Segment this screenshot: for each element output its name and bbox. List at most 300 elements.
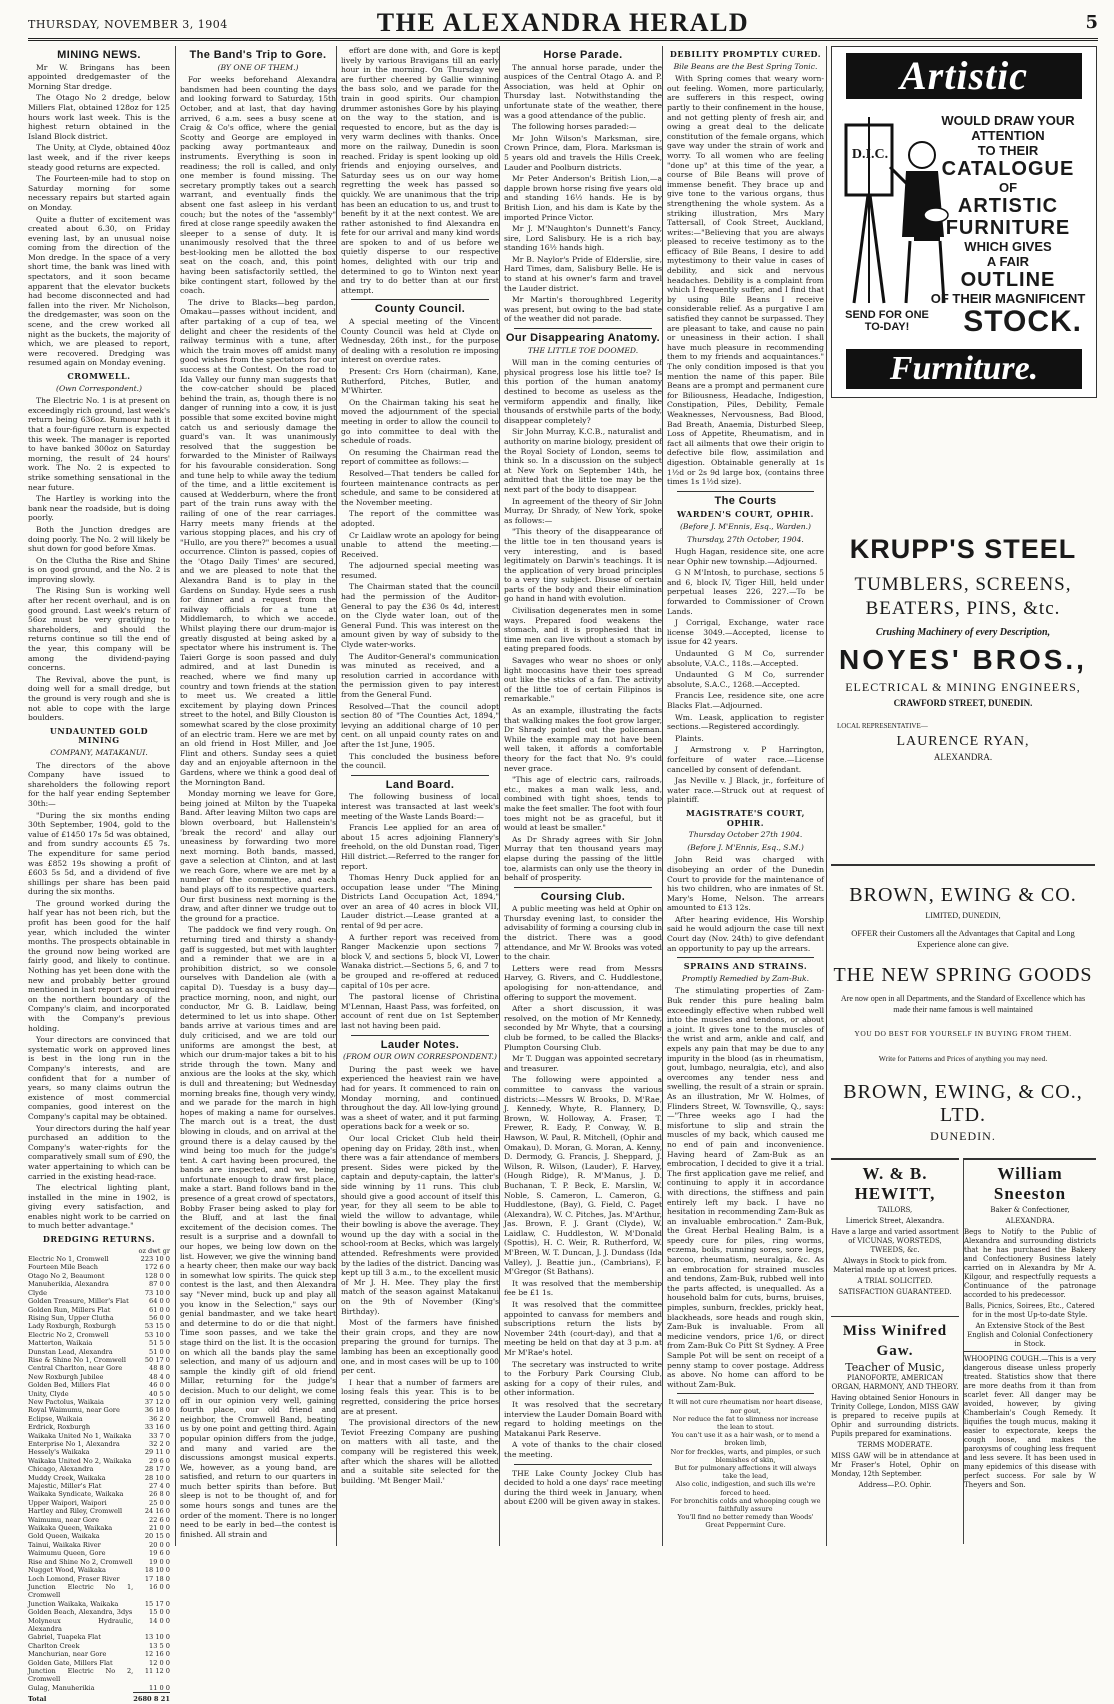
dredge-return: 53 10 0 [144,1330,170,1339]
dredge-name: Matterton, Waikaia [28,1339,93,1348]
paragraph: In agreement of the theory of Sir John Murray, Dr Shrady, of New York, spoke as follows:— [504,496,662,525]
dredge-return: 46 0 0 [149,1381,170,1390]
dredge-name: New Roxburgh Jubilee [28,1372,104,1381]
table-row [28,1642,170,1650]
paragraph: On the Clutha the Rise and Shine is on good ground, and the No. 2 is improving slowly. [28,555,170,584]
dredge-return: 12 0 0 [149,1658,170,1667]
paragraph: The drive to Blacks—beg pardon, Omakau—passes without incident, and after partaking of a cup of tea, we delight and cheer the residents of the railway terminus with a tune, after which the train moves off amidst many good wishes from the spectators for our success at the Contest. On the road to Ida Valley our funny man suggests that the cow-catcher should be placed behind the train, as, though there is no danger of running into a cow, it is just possible that some excited bovine might catch us and seriously damage the guard's van. It was unanimously resolved that the suggestion be forwarded to the Minister of Railways for his favourable consideration. Song and tune help to while away the tedium of the time, and a little excitement is caused at Wedderburn, where the front part of the train runs away with the railing of one of the rear carriages. Harry meets many friends at the various stopping places, and his cry of "Hullo, are you there?" becomes a usual occurrence. Clinton is passed, copies of the 'Otago Daily Times' are secured, and we are pleased to note that the Alexandra Band is to play in the Gardens on Sunday. Hyde sees a rush for dinner and a request from the railway officials for a tune at Middlemarch, to which we accede. Whilst playing there our drum-major is greatly disgusted at being asked by a spectator where his instrument is. The Taieri Gorge is soon passed and duly admired, and at last Dunedin is reached, where we find many up country and town friends at the station to meet us. We created a little excitement by playing down Princes street to the hotel, and Billy Clouston is somewhat scared by the close proximity of an electric tram. Here we are met by an old friend in Host Miller, and Joe Flint and others. Sunday sees a quiet day and an enjoyable afternoon in the Gardens, where we think a good deal of the Mornington Band. [180,297,336,787]
paragraph: It was resolved that the committee appointed to canvass for members and subscriptions return the lists by November 24th (court-day), and that a meeting be held on that day at 3 p.m. at Mr M'Rae's hotel. [504,1300,662,1357]
newspaper-title: THE ALEXANDRA HERALD [376,8,750,37]
table-row [28,1575,170,1583]
krupp-products: TUMBLERS, SCREENS, BEATERS, PINS, &tc. [854,574,1072,619]
dredge-return: 87 0 0 [149,1280,170,1289]
paragraph: The Auditor-General's communication was minuted as received, and a resolution carried in accordance with the permission given to pay interest from the General Fund. [341,651,499,699]
paragraph: Most of the farmers have finished their grain crops, and they are now preparing the ground for turnips. The lambing has been an exceptionally good one, and in most cases will be up to 100 per cent. [341,1318,499,1376]
band-trip-byline: (BY ONE OF THEM.) [217,62,299,72]
dic-line: ARTISTIC [957,195,1059,217]
debility-subheading: Bile Beans are the Best Spring Tonic. [673,61,818,71]
hewitt-pick: Always in Stock to pick from. Material made up at lowest prices. [833,1257,957,1274]
write-for-patterns: Write for Patterns and Prices of anything you may need. [878,1054,1048,1063]
dredge-return: 33 7 0 [149,1431,170,1440]
gaw-address: Address—P.O. Ophir. [858,1481,932,1489]
table-row [28,1507,170,1515]
brown-ewing-limited: LIMITED, DUNEDIN, [925,911,1001,920]
noyes-bros: NOYES' BROS., [839,644,1087,675]
dredge-return: 15 0 0 [149,1608,170,1617]
krupp-title: KRUPP'S STEEL [849,534,1077,564]
table-row [28,1516,170,1524]
table-row [28,1541,170,1549]
dredge-name: Junction Electric No 1, Cromwell [28,1582,134,1600]
table-row [28,1255,170,1263]
paragraph: The report of the committee was adopted. [341,509,499,528]
dredge-return: 14 0 0 [149,1616,170,1625]
dredge-name: Waimumu, near Gore [28,1515,100,1524]
magistrates-court-heading: MAGISTRATE'S COURT, OPHIR. [686,807,805,828]
column-4 [499,46,666,1546]
sneeston-trade: Baker & Confectioner, [990,1206,1070,1214]
dredge-return: 29 6 0 [149,1456,170,1465]
krupps-steel-ad [831,530,1095,854]
sneeston-name: William Sneeston [993,1164,1067,1203]
paragraph: Undaunted G M Co, surrender absolute, S.A.C., 1268.—Accepted. [667,670,824,689]
dic-line: FURNITURE [945,217,1071,239]
stock-word: STOCK. [963,305,1082,338]
dredge-return: 26 8 0 [149,1490,170,1499]
verse-line: You'll find no better remedy than Woods' Great Peppermint Cure. [677,1513,814,1530]
dredging-total-row [28,1693,170,1704]
verse-line: It will not cure rheumatism nor heart disease, nor gout, [668,1398,823,1415]
paragraph: Both the Junction dredges are doing poorly. The No. 2 will likely be shut down for good before Xmas. [28,524,170,554]
spring-goods-heading: THE NEW SPRING GOODS [833,964,1093,986]
artistic-banner: Artistic [846,53,1082,99]
table-row [28,1532,170,1540]
dic-line: OF [998,180,1018,195]
paragraph: J Corrigal, Exchange, water race license 3049.—Accepted, license to issue for 42 years. [667,618,824,647]
paragraph: It was resolved that the secretary interview the Lauder Domain Board with regard to holding meetings on the Matakanui Park Reserve. [504,1399,662,1438]
cromwell-heading: CROMWELL. [67,371,131,381]
brown-ewing-offer: OFFER their Customers all the Advantages that Capital and Long Experience alone can give. [851,928,1075,949]
dredge-name: Eclipse, Waikaia [28,1414,83,1423]
undaunted-subheading: COMPANY, MATAKANUI. [50,747,148,757]
dic-line: OF THEIR MAGNIFICENT [930,291,1086,306]
table-row [28,1263,170,1271]
table-row [28,1650,170,1658]
paragraph: Our local Cricket Club held their opening day on Friday, 28th inst., when there was a fair attendance of members present. Sides were picked by the captain and deputy-captain, the latter's side winning by 11 runs. This club should give a good account of itself this year, for they all seem to be able to wield the willow to advantage, while their bowling is above the average. They wound up the day with a social in the school-room at Becks, which was largely attended. Refreshments were provided by the ladies of the district. Dancing was kept up till 3 a.m., to the excellent music of Mr J. H. Mee. They play the first match of the season against Matakanui on the 9th of November (King's Birthday). [341,1133,499,1316]
paragraph: After a short discussion, it was resolved, on the motion of Mr Kennedy, seconded by Mr Whyte, that a coursing club be formed, to be called the Blacks-Plumpton Coursing Club. [504,1004,662,1052]
dredge-name: Enterprise No 1, Alexandra [28,1440,120,1448]
dredging-returns-heading: DREDGING RETURNS. [42,1234,156,1245]
paragraph: The following horses paraded:— [512,122,637,132]
dredge-name: Hartley and Riley, Cromwell [28,1507,123,1516]
hewitt-trade: TAILORS, [877,1206,913,1214]
dredge-return: 16 0 0 [149,1582,170,1591]
table-row [28,1415,170,1423]
dredging-total-label: Total [28,1694,47,1703]
paragraph: I hear that a number of farmers are losing feals this year. This is to be regretted, considering the price horses are at present. [341,1377,499,1416]
table-row [28,1558,170,1566]
verse-line: But for pulmonary affections it will always take the lead, [674,1464,817,1481]
dredge-name: Fourteen Mile Beach [28,1263,98,1272]
table-row [28,1684,170,1693]
dredge-name: Rising Sun, Upper Clutha [28,1313,114,1322]
brown-ewing-town: DUNEDIN. [930,1129,996,1143]
sneeston-baker-ad [963,1158,1096,1544]
dredge-name: Gabriel, Tuapeka Flat [28,1633,101,1642]
dredge-name: Golden Beach, Alexandra, 3dys [28,1608,133,1617]
paragraph: Civilisation degenerates men in some ways. Prepared food weakens the stomach, and it is prophesied that in time men can live without a stomach by eating prepared foods. [504,606,662,654]
wardens-court-before: (Before J. M'Ennis, Esq., Warden.) [679,521,812,531]
advertisements-column [826,46,1099,1546]
wardens-court-body [667,547,824,805]
dic-line: WHICH GIVES [964,239,1052,254]
dredge-return: 51 0 0 [149,1347,170,1356]
mining-news-body [28,63,170,368]
dredge-name: Otago No 2, Beaumont [28,1271,105,1280]
dredge-return: 15 17 0 [144,1599,170,1608]
table-row [28,1297,170,1305]
table-row [28,1406,170,1414]
dredge-name: Hessely's Waikaka [28,1448,90,1457]
divider [514,1464,652,1465]
divider [514,887,652,888]
paragraph: Undaunted G M Co, surrender absolute, V.A.C., 118s.—Accepted. [667,649,824,668]
jockey-club-note: THE Lake County Jockey Club has decided to hold a one days' race meeting during the third week in January, when about £200 will be given away in stakes. [504,1468,662,1507]
dredge-name: New Pactolus, Waikaia [28,1397,104,1406]
dredge-return: 22 6 0 [149,1515,170,1524]
dredge-return: 61 0 0 [149,1305,170,1314]
paragraph: It was resolved that the membership fee be £1 1s. [504,1278,662,1298]
table-row [28,1339,170,1347]
paragraph: The following were appointed a committee to canvass the various districts:—Messrs W. Brooks, D. M'Rae, J. Kennedy, Whyte, R. Flannery, D. Brown, W. Holloway, A. Fraser, T. Frewer, R. Eady, P. Conway, W. B. Hawson, W. Paul, R. Mitchell, (Ophir and Omakau), D. Moran, G. Moran, A. Kenny, D. Dermody, G. Francis, J. Sheppard, J. Wilson, R. Wilson, (Lauder), F. Harvey, (Hough Ridge), R. M'Manus, J. D. Buchanan, T. P. Beck, E. Marslin, W. Noble, S. Cameron, L. Cameron, G. Huddlestone, (Bay), G. Field, C. Paget (Alexandra), W. C. Pitches, Jas. M'Arthur, Jas. Brown, F. J. Grant (Clyde), W. Laidlaw, C. Huddleston, W. M'Donald (Spottis), H. C. Weir, R. Rutherford, W. M'Breen, W. T. Duncan, J. J. Dundass (Ida Valley), J. Beattie jun., (Cambrians), F. M'Gregor (St Bathans). [504,1075,662,1277]
paragraph: The Fourteen-mile had to stop on Saturday morning for some necessary repairs but started again on Monday. [28,174,170,212]
paragraph: Letters were read from Messrs Harvey, G. Rivers, and C. Huddlestone, apologising for non-attendance, and offering to support the movement. [504,963,662,1002]
hewitt-name: W. & B. HEWITT, [854,1164,936,1203]
dredge-name: Waikaka Syndicate, Waikaka [28,1490,124,1499]
paragraph: The provisional directors of the new Teviot Freezing Company are pushing on matters with all taste, and the company will be registered this week, after which the shares will be allotted and a suitable site selected for the building. 'Mt Benger Mail.' [341,1418,499,1485]
dredge-return: 73 10 0 [144,1288,170,1297]
verse-line: Nor for freckles, warts, and pimples, or such blemishes of skin, [670,1447,821,1464]
paragraph: Mr T. Duggan was appointed secretary and treasurer. [504,1054,662,1073]
divider [351,775,489,776]
gaw-name: Miss Winifred Gaw. [842,1323,948,1359]
dredge-return: 29 11 0 [144,1448,170,1457]
dredge-return: 48 8 0 [149,1364,170,1373]
dredge-return: 20 15 0 [144,1532,170,1541]
dredging-total-value: 2680 8 21 [133,1693,170,1704]
band-trip-heading: The Band's Trip to Gore. [189,49,327,61]
table-row [28,1608,170,1616]
verse-line: For bronchitis colds and whooping cough we faithfully assure [670,1496,821,1514]
paragraph: Mr W. Bringans has been appointed dredgemaster of the Morning Star dredge. [28,62,170,91]
paragraph: The Otago No 2 dredge, below Millers Flat, obtained 128oz for 125 hours work last week. This is the highest return obtained in the Island Block district. [28,93,170,141]
dredge-name: Molyneux Hydraulic, Alexandra [28,1616,134,1633]
anatomy-body [504,358,662,882]
dredge-return: 19 0 0 [149,1557,170,1566]
table-row [28,1348,170,1356]
local-rep-name: LAURENCE RYAN, [896,734,1030,749]
table-row [28,1364,170,1372]
paragraph: The paddock we find very rough. On returning tired and thirsty a shandy-gaff is suggested, but met with laughter and a reminder that we are in a prohibition district, so we console ourselves with Dandelion ale (with a capital D). Tuesday is a busy day—practice morning, noon, and night, our conductor, Mr G. B. Laidlaw, being determined to let us into shape. Other bands arrive at various times and are duly criticised, and we are told our uniforms are amongst the best, at which our drum-major takes a bit to his stride through the town. Many and anxious are the looks at the sky, which is dull and threatening; but Wednesday morning breaks fine, though very windy, and we parade for the march in high hopes of making a name for ourselves. The march out is a treat, the dust blowing in clouds, and on arrival at the ground there is a delay caused by the wind being too much for the judge's tent. A cart having been procured, the bands are inspected, and we, being unfortunate enough to draw first place, make a start. Band follows band in the presence of a great crowd of spectators, Bobby Fraser being asked to play for the Bluff, and at last the final excitement of the decision comes. The result is a surprise and a downfall to our hopes, we being low down on the list. However, we give the winning band a hearty cheer, then make our way back in somewhat low spirits. The quick step contest is the last, and then Alexandra say "Never mind, buck up and play all you know in the Selection," says our genial bandmaster, and we take heart and determine to do or die that night. Time soon passes, and we take the stage third on the list. It is the occasion on which all the bands play the same selection, and many of us adjourn and sample the kindly gift of old friend Millar, returning for the judge's decision. Much to our delight, we come off in our opinion very well, gaining fourth place, our old friend and neighbor, the Cromwell Band, beating us by one point and getting third. Again popular opinion differs from the judge, and many and varied are the discussions amongst musical experts. We, however, as a young band, are satisfied, and return to our quarters in much better spirits than before. But sleep is not to be thought of, and for some hours songs and tunes are the order of the moment. There is no longer need to be early in bed—the contest is finished. All strain and [180,925,336,1539]
table-row [28,1398,170,1406]
dredging-header-row [28,1247,170,1255]
dic-line: CATALOGUE [941,158,1075,180]
paragraph: A special meeting of the Vincent County Council was held at Clyde on Wednesday, 26th inst., for the purpose of dealing with a resolution re imposing interest on overdue rates. [341,317,499,365]
buy-from-them: YOU DO BEST FOR YOURSELF IN BUYING FROM THEM. [854,1029,1072,1038]
paragraph: Your directors are convinced that systematic work on approved lines is best in the long run in the Company's interests, and are confident that for a number of years, so many claims outrun the existence of most commercial companies, good interest on the Company's capital may be obtained. [28,1035,170,1121]
dredge-name: Muddy Creek, Waikaka [28,1473,106,1482]
paragraph: The Revival, above the punt, is doing well for a small dredge, but the ground is very rough and she is not able to cope with the large boulders. [28,674,170,723]
paragraph: The directors of the above Company have issued to shareholders the following report for the half year ending September 30th:— [28,760,170,808]
winifred-gaw-ad [831,1316,959,1492]
paragraph: Plaints. [675,733,704,743]
table-row [28,1448,170,1456]
local-rep-label: LOCAL REPRESENTATIVE— [837,722,928,730]
paragraph: Cr Laidlaw wrote an apology for being unable to attend the meeting.—Received. [341,530,499,559]
dic-line: WOULD DRAW YOUR ATTENTION [941,113,1075,143]
hewitt-trial: A TRIAL SOLICITED. [857,1277,933,1285]
sneeston-notice: Begs to Notify to the Public of Alexandra and surrounding districts that he has purchased the Bakery and Confectionery Business lately carried on in Alexandra by Mr A. Kilgour, and respectfully requests a Continuance of the patronage accorded to his predecessor. [964,1228,1096,1299]
verse-line: You can't use it as a hair wash, or to mend a broken limb, [671,1431,820,1448]
dredge-return: 19 6 0 [149,1549,170,1558]
paragraph: Resolved—That tenders be called for fourteen maintenance contracts as per schedule, and same to be considered at the November meeting. [341,468,499,507]
paragraph: Jas Neville v. J Black, jr., forfeiture of water race.—Struck out at request of plaintiff. [667,776,824,805]
gaw-terms: TERMS MODERATE. [857,1441,933,1449]
table-row [28,1289,170,1297]
paragraph: "During the six months ending 30th September, 1904, gold to the value of £1450 17s 5d was obtained, and from sundry accounts £5 7s. The expenditure for same period was £852 19s showing a profit of £603 5s 5d, and a dividend of five shillings per share has been paid during the six months. [28,810,170,897]
cromwell-byline: (Own Correspondent.) [55,383,143,393]
magistrates-court-date: Thursday October 27th 1904. [688,830,803,840]
issue-date: THURSDAY, NOVEMBER 3, 1904 [28,18,228,31]
column-3 [336,46,503,1546]
gaw-subjects: PIANOFORTE, AMERICAN ORGAN, HARMONY, AND THEORY. [831,1374,959,1391]
dredge-name: Waimumu Queen, Gore [28,1549,106,1558]
table-row [28,1373,170,1381]
dredge-name: Rise and Shine No 2, Cromwell [28,1557,133,1566]
wardens-court-date: Thursday, 27th October, 1904. [687,534,804,544]
paragraph: Francis Lee applied for an area of about 15 acres adjoining Flannery's freehold, on the old Dunstan road, Tiger Hill district.—Referred to the ranger for report. [341,823,499,871]
dredge-name: Clyde [28,1288,48,1297]
dredge-name: Waikaka United No 2, Waikaka [28,1456,132,1465]
dredge-name: Charlton Creek [28,1641,80,1650]
dredge-return: 32 2 0 [149,1440,170,1448]
paragraph: G N M'Intosh, to purchase, sections 5 and 6, block IV, Tiger Hill, held under perpetual leases 226, 227.—To be forwarded to Commissioner of Crown Lands. [667,568,824,616]
paragraph: J Armstrong v. P Harrington, forfeiture of water race.—License cancelled by consent of defendant. [667,745,824,774]
paragraph: A vote of thanks to the chair closed the meeting. [504,1440,662,1459]
divider [677,1393,814,1394]
paragraph: On the Chairman taking his seat he moved the adjournment of the special meeting in order to allow the council to go into committee to deal with the schedule of roads. [341,397,499,446]
paragraph: A public meeting was held at Ophir on Thursday evening last, to consider the advisability of forming a coursing club in the district. There was a good attendance, and Mr W. Brooks was voted to the chair. [504,904,662,962]
dredge-return: 13 10 0 [144,1633,170,1642]
dredging-col-units: oz dwt gr [138,1246,170,1255]
dredging-returns-table [28,1247,170,1704]
dredging-col-name [28,1247,133,1255]
dredge-return: 33 16 0 [144,1423,170,1432]
divider [351,299,489,300]
table-row [28,1280,170,1288]
dredge-name: Unity, Clyde [28,1389,69,1398]
paragraph: The Rising Sun is working well after her recent overhaul, and is on good ground. Last week's return of 56oz must be very gratifying to shareholders, and should the returns continue so till the end of the year, this company will be among the dividend-paying concerns. [28,586,170,673]
table-row [28,1272,170,1280]
brown-ewing-name: BROWN, EWING & CO. [849,884,1077,906]
dic-letters: D.I.C. [851,147,889,162]
horse-parade-body [504,63,662,324]
dredge-name: Gold Queen, Waikaka [28,1532,100,1541]
brown-ewing-name-2: BROWN, EWING, & CO., LTD. [843,1081,1083,1126]
divider [514,328,652,329]
table-row [28,1474,170,1482]
paragraph: Sir John Murray, K.C.B., naturalist and authority on marine biology, president of the Royal Society of London, seems to think so. In a discussion on the subject at New York on September 14th, he admitted that the little toe may be the next part of the body to disappear. [504,427,662,494]
paragraph: With Spring comes that weary worn-out feeling. Women, more particularly, are sufferers in this respect, owing partly to their confinement in the house, and not getting plenty of fresh air, and owing a great deal to the delicate constitution of the female organs, which gave way under the strain of work and worry. To all women who are feeling "done up" at this time of the year, a course of Bile Beans will prove of immense benefit. They brace up and give tone to the various organs, thus strengthening the whole system. As a striking illustration, Mrs Mary Tattersall, of Cook Street, Auckland, writes:—"Believing that you are always pleased to receive testimony as to the efficacy of Bile Beans, I desire to add mytestimony to their value in cases of debility, and sick and nervous headaches. Debility is a complaint from which I frequently suffer, and I find that by using Bile Beans I receive considerable relief. As a purgative I am satisfied they cannot be surpassed. They are pleasant to take, and cause no pain or uneasiness in their action. I shall have much pleasure in recommending them to my friends and acquaintances." The only condition imposed is that you mention the name of this paper. Bile Beans are a prompt and permanent cure for Biliousness, Headache, Indigestion, Constipation, Piles, Debility, Female Weaknesses, Nervousness, Bad Blood, Bad Breath, Anaemia, Disturbed Sleep, Loss of Appetite, Rheumatism, and in fact all ailments that owe their origin to defective bile flow, assimilation and digestion. Obtainable generally at 1s 1½d or 2s 9d large box, (contains three times 1s 1½d size). [667,74,824,487]
debility-heading: DEBILITY PROMPTLY CURED. [669,49,822,59]
dic-furniture-ad [831,46,1097,398]
column-2 [175,46,340,1546]
table-row [28,1583,170,1600]
paragraph: effort are done with, and Gore is kept lively by various Bravigans till an early hour in the morning. On Thursday we are further cheered by Gallie winning the bass solo, and we parade for the train in good spirits. Our champion drummer astonishes Gore by his playing on the way to the station, and is requested to encore, but as the day is very warm declines with thanks. Once more on the railway, Dunedin is soon reached. Friday is spent looking up old friends and enjoying ourselves, and Saturday sees us on our way home regretting the week has passed so quickly. We are unanimous that the trip has been an education to us, and trust to benefit by it at the next contest. We are rather astonished to find Alexandra en fete for our arrival and many kind words are spoken to and of us before we quietly disperse to our respective homes, delighted with our trip and determined to go to Winton next year and try to do better than at our first attempt. [341,46,500,295]
dic-line: TO THEIR [977,143,1039,158]
paragraph: As Dr Shrady agrees with Sir John Murray that ten thousand years may elapse during the passing of the little toe, alarmists can only use the theory in behalf of prosperity. [504,834,662,883]
dredge-return: 13 5 0 [149,1641,170,1650]
table-row [28,1667,170,1684]
dredge-name: Rise & Shine No 1, Cromwell [28,1355,126,1364]
dredge-return: 37 12 0 [144,1397,170,1406]
table-row [28,1482,170,1490]
paragraph: The Electric No. 1 is at present on exceedingly rich ground, last week's return being 636oz. Rumour hath it that a four-figure return is expected this week. The manager is reported to have banked 300oz on Saturday morning, the result of 24 hours' work. The No. 2 is expected to strike something sensational in the near future. [28,396,170,492]
dredge-return: 17 18 0 [144,1574,170,1583]
dredge-return: 48 4 0 [149,1372,170,1381]
paragraph: Savages who wear no shoes or only light moccasins have their toes spread out like the sticks of a fan. The activity of the little toe of certain Filipinos is remarkable." [504,656,662,704]
paragraph: Mr J. M'Naughton's Dunnett's Fancy, sire, Lord Salisbury. He is a rich bay, standing 16½ hands high. [504,224,662,253]
dredge-name: Waikaka Queen, Waikaka [28,1524,113,1533]
paragraph: "This age of electric cars, railroads, etc., makes a man walk less, and, combined with tight shoes, tends to make the feet smaller. The foot with four toes might not be as graceful, but it would at least be smaller." [504,775,662,833]
brown-ewing-ad [831,864,1095,1152]
dredge-name: Central Charlton, near Gore [28,1364,123,1373]
table-row [28,1617,170,1634]
paragraph: The ground worked during the half year has not been rich, but the profit has been good for the half year, which included the winter months. The prospects obtainable in the ground now being worked are fairly good, and likely to continue. Nothing has yet been done with the new and probably better ground mentioned in last report as acquired on the northern boundary of the Company's claim, and incorporated with the Company's previous holding. [28,898,170,1033]
dredge-return: 28 10 0 [144,1473,170,1482]
hewitt-address: Limerick Street, Alexandra. [845,1217,945,1225]
dredge-name: Golden Treasure, Miller's Flat [28,1297,129,1306]
noyes-trade: ELECTRICAL & MINING ENGINEERS, [845,680,1081,694]
paragraph: Mr John Wilson's Marksman, sire, Crown Prince, dam, Flora. Marksman is 5 years old and travels the Hills Creek, Lauder and Poolburn districts. [504,133,662,172]
local-rep-town: ALEXANDRA. [933,752,993,762]
dredge-return: 53 15 0 [144,1322,170,1331]
table-row [28,1633,170,1641]
table-row [28,1314,170,1322]
table-row [28,1390,170,1398]
paragraph: Francis Lee, residence site, one acre Blacks Flat.—Adjourned. [667,691,824,710]
coursing-club-body [504,904,662,1459]
magistrates-court-before: (Before J. M'Ennis, Esq., S.M.) [687,842,804,852]
horse-parade-heading: Horse Parade. [543,49,623,61]
dredge-name: Chicago, Alexandra [28,1465,94,1474]
paragraph: The annual horse parade, under the auspices of the Central Otago A. and P. Association, was held at Ophir on Thursday last. Notwithstanding the unfortunate state of the weather, there was a good attendance of the public. [504,62,662,120]
dredge-name: Manuherikia, Alexandra [28,1280,109,1289]
table-row [28,1549,170,1557]
paragraph: John Reid was charged with disobeying an order of the Dunedin Court to provide for the maintenance of his two children, who are inmates of St. Mary's Home, Nelson. The arrears amounted to £13 12s. [667,855,824,913]
sneeston-stock: An Extensive Stock of the Best English and Colonial Confectionery in Stock. [967,1322,1093,1348]
peppermint-cure-verse [667,1398,824,1529]
table-row [28,1432,170,1440]
divider [351,1035,489,1036]
paragraph: Will man in the coming centuries of physical progress lose his little toe? Is this portion of the human anatomy destined to become as useless as the vermiform appendix and finally, like thousands of erstwhile parts of the body, disappear completely? [504,358,662,425]
paragraph: Wm. Leask, application to register sections.—Registered accordingly. [667,712,824,732]
paragraph: After hearing evidence, His Worship said he would adjourn the case till next Court day (Nov. 24th) to give defendant an opportunity to pay up the arrears. [667,914,824,953]
dredge-name: Nugget Wood, Waikaka [28,1566,106,1575]
dredge-name: Gulag, Manuherikia [28,1683,95,1692]
sneeston-town: ALEXANDRA. [1005,1217,1055,1225]
land-board-body [341,792,499,1030]
table-row [28,1490,170,1498]
paragraph: The electrical lighting plant, installed in the mine in 1902, is giving every satisfaction, and enables night work to be carried on to much better advantage." [28,1183,170,1231]
wardens-court-heading: WARDEN'S COURT, OPHIR. [676,509,815,520]
dredge-name: Junction Electric No 2, Cromwell [28,1666,134,1684]
divider [677,957,814,958]
gaw-attend: MISS GAW will be in attendance at Mr Fraser's Hotel, Ophir on Monday, 12th September. [831,1452,959,1478]
paragraph: Hugh Hagan, residence site, one acre near Ophir new township.—Adjourned. [667,547,824,566]
dredge-return: 56 0 0 [149,1313,170,1322]
table-row [28,1381,170,1389]
dredge-name: Lady Roxburgh, Roxburgh [28,1322,117,1331]
noyes-address: CRAWFORD STREET, DUNEDIN. [893,698,1033,708]
lauder-notes-byline: (FROM OUR OWN CORRESPONDENT.) [342,1052,497,1062]
krupp-machinery: Crushing Machinery of every Description, [875,627,1051,638]
paragraph: On resuming the Chairman read the report of committee as follows:— [341,447,499,467]
paragraph: During the past week we have experienced the heaviest rain we have had for years. It commenced to rain on Monday morning, and continued throughout the day. All low-lying ground was a sheet of water, and it put farming operations back for a week or so. [341,1064,499,1132]
dic-line: OUTLINE [960,269,1056,291]
spring-goods-text: Are now open in all Departments, and the Standard of Excellence which has made their name famous is well maintained [840,994,1086,1014]
column-5 [662,46,828,1546]
dredge-name: Manchurian, near Gore [28,1650,107,1659]
table-row [28,1499,170,1507]
dic-ad-wording [928,113,1088,306]
table-row [28,1306,170,1314]
paragraph: The stimulating properties of Zam-Buk render this pure healing balm exceedingly effective when rubbed well into the muscles and tendons, or about a joint. It gives tone to the muscles of the wrist and arm, ankle and calf, and expels any pain that may be due to any impurity in the blood (as in rheumatism, gout, lumbago, neuralgia, etc), and also overcomes any tender ness and swelling, the result of a strain or sprain. As an illustration, Mr W. Holmes, of Flinders Street, W. Townsville, Q., says:—"Three weeks ago I had the misfortune to slip and strain the muscles of my back, which caused me no end of pain and inconvenience. Having heard of Zam-Buk as an embrocation, I decided to give it a trial. The first application gave me relief, and continuing to apply it in accordance with directions, the stiffness and pain entirely left my back. I have no hesitation in recommending Zam-Buk as an invaluable embrocation." Zam-Buk, the Great Herbal Healing Balm, is a speedy cure for piles, ring worms, eczema, boils, running sores, sore legs, barcoo, rheumatism, neuralgia, &c. As an embrocation for strained muscles and tendons, Zam-Buk, rubbed well into the parts affected, is unequalled. As a household balm for cuts, burns, bruises, pimples, sunburn, freckles, prickly heat, blackheads, sore heads and rough skin, Zam-Buk is invaluable. From all medicine vendors, price 1/6, or direct from Zam-Buk Co Pitt St Sydney. A Free Sample Pot will be sent on receipt of a penny stamp to cover postage. Address as above. No home can afford to be without Zam-Buk. [667,986,824,1389]
table-row [28,1457,170,1465]
paragraph: Mr Martin's thoroughbred Legerity was present, but owing to the bad state of the weather did not parade. [504,295,662,324]
county-council-heading: County Council. [374,303,466,316]
dredge-name: Electric No 2, Cromwell [28,1330,109,1339]
divider [677,491,814,492]
table-row [28,1356,170,1364]
undaunted-body [28,761,170,1232]
table-row [28,1566,170,1574]
paragraph: Quite a flutter of excitement was created about 6.30, on Friday evening last, by an unusual noise coming from the direction of the Mon dredge. In the space of a very short time, the bank was lined with spectators, and it soon became apparent that the elevator buckets had become disconnected and had fallen into the river. Mr Nicholson, the dredgemaster, was soon on the scene, and the crew worked all night as the buckets, the majority of which, we are pleased to report, were recovered. Dredging was resumed again on Monday evening. [28,214,170,368]
county-council-body [341,317,499,771]
dredge-return: 11 0 0 [149,1683,170,1692]
dredge-return: 40 5 0 [149,1389,170,1398]
paragraph: Present: Crs Horn (chairman), Kane, Rutherford, Pitches, Butler, and M'Whirter. [341,367,499,396]
paragraph: The Hartley is working into the bank near the roadside, but is doing poorly. [28,494,170,523]
dredge-name: Majestic, Miller's Flat [28,1482,102,1491]
paragraph: Resolved—That the council adopt section 80 of "The Counties Act, 1894," levying an additional charge of 10 per cent. on all unpaid county rates on and after the 1st June, 1905. [341,701,499,749]
dredge-name: Golden Gate, Millers Flat [28,1658,113,1667]
dredge-name: Golden Run, Millers Flat [28,1305,111,1314]
verse-line: Nor reduce the fat to slimness nor increase the lean to stout. [672,1414,819,1431]
column-1 [28,46,174,1704]
dredge-name: Junction Waikaka, Waikaka [28,1599,119,1608]
dredge-return: 50 17 0 [144,1355,170,1364]
magistrates-court-body [667,855,824,953]
dredge-name: Loch Lomond, Fraser River [28,1574,120,1583]
dredge-return: 25 0 0 [149,1498,170,1507]
sprains-heading: SPRAINS AND STRAINS. [683,961,808,972]
undaunted-heading: UNDAUNTED GOLD MINING [49,725,149,746]
table-row [28,1423,170,1431]
paragraph: Monday morning we leave for Gore, being joined at Milton by the Tuapeka Band. After leaving Milton two caps are blown overboard, but Hallenstein's 'break the record' and allay our uneasiness by forwarding two more next morning. Both bands, massed, gave a selection at Clinton, and at last we reach Gore, where we are met by a number of the committee, and each band plays off to its respective quarters. Our first business next morning is the draw, and after dinner we trudge out to the ground for a practice. [180,789,336,923]
dredge-return: 18 10 0 [144,1566,170,1575]
sneeston-balls: Balls, Picnics, Soirees, Etc., Catered for in the most Up-to-date Style. [965,1302,1095,1319]
